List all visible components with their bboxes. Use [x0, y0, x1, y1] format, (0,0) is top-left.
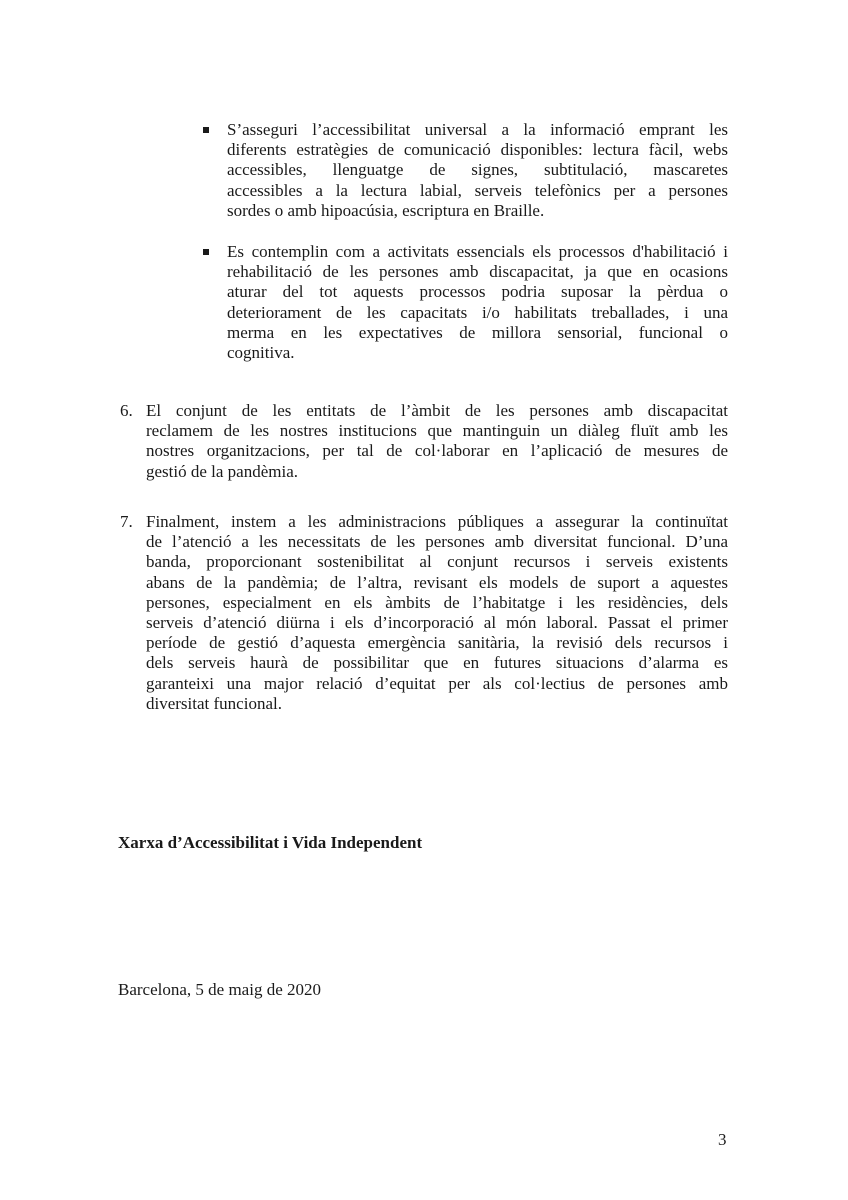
text-line: El conjunt de les entitats de l’àmbit de les persones amb discapacitat — [146, 401, 728, 420]
text-line: de l’atenció a les necessitats de les persones amb diversitat funcional. D’una — [146, 532, 728, 552]
numbered-paragraph-6 — [146, 401, 728, 482]
text-line: dels serveis haurà de possibilitar que en futures situacions d’alarma es — [146, 653, 728, 673]
text-line: nostres organitzacions, per tal de col·laborar en l’aplicació de mesures de — [146, 441, 728, 461]
page-number: 3 — [718, 1130, 727, 1149]
text-line: cognitiva. — [227, 342, 295, 362]
signature-organization: Xarxa d’Accessibilitat i Vida Independent — [118, 833, 423, 852]
text-line: rehabilitació de les persones amb discapacitat, ja que en ocasions — [227, 262, 728, 282]
text-line: diferents estratègies de comunicació disponibles: lectura fàcil, webs — [227, 140, 728, 160]
numbered-paragraph-7 — [146, 512, 728, 714]
text-line: accessibles, llenguatge de signes, subtitulació, mascaretes — [227, 160, 728, 180]
bullet-icon — [203, 249, 209, 255]
place-date: Barcelona, 5 de maig de 2020 — [118, 980, 321, 999]
text-line: diversitat funcional. — [146, 693, 282, 713]
text-line: merma en les expectatives de millora sensorial, funcional o — [227, 322, 728, 342]
text-line: abans de la pandèmia; de l’altra, revisant els models de suport a aquestes — [146, 572, 728, 592]
text-line: persones, especialment en els àmbits de l’habitatge i les residències, dels — [146, 592, 728, 612]
bullet-paragraph-1 — [227, 120, 728, 221]
bullet-icon — [203, 127, 209, 133]
text-line: Finalment, instem a les administracions públiques a assegurar la continuïtat — [146, 512, 728, 531]
text-line: deteriorament de les capacitats i/o habilitats treballades, i una — [227, 302, 728, 322]
text-line: accessibles a la lectura labial, serveis telefònics per a persones — [227, 180, 728, 200]
text-line: serveis d’atenció diürna i els d’incorporació al món laboral. Passat el primer — [146, 612, 728, 632]
text-line: S’asseguri l’accessibilitat universal a la informació emprant les — [227, 120, 728, 139]
text-line: període de gestió d’aquesta emergència sanitària, la revisió dels recursos i — [146, 633, 728, 653]
text-line: sordes o amb hipoacúsia, escriptura en Braille. — [227, 200, 545, 220]
item-number: 7. — [120, 512, 133, 531]
text-line: gestió de la pandèmia. — [146, 461, 299, 481]
item-number: 6. — [120, 401, 133, 420]
bullet-paragraph-2 — [227, 242, 728, 363]
text-line: aturar del tot aquests processos podria suposar la pèrdua o — [227, 282, 728, 302]
text-line: garanteixi una major relació d’equitat per als col·lectius de persones amb — [146, 673, 728, 693]
text-line: banda, proporcionant sostenibilitat al conjunt recursos i serveis existents — [146, 552, 728, 572]
text-line: reclamem de les nostres institucions que mantinguin un diàleg fluït amb les — [146, 421, 728, 441]
text-line: Es contemplin com a activitats essencials els processos d'habilitació i — [227, 242, 728, 261]
